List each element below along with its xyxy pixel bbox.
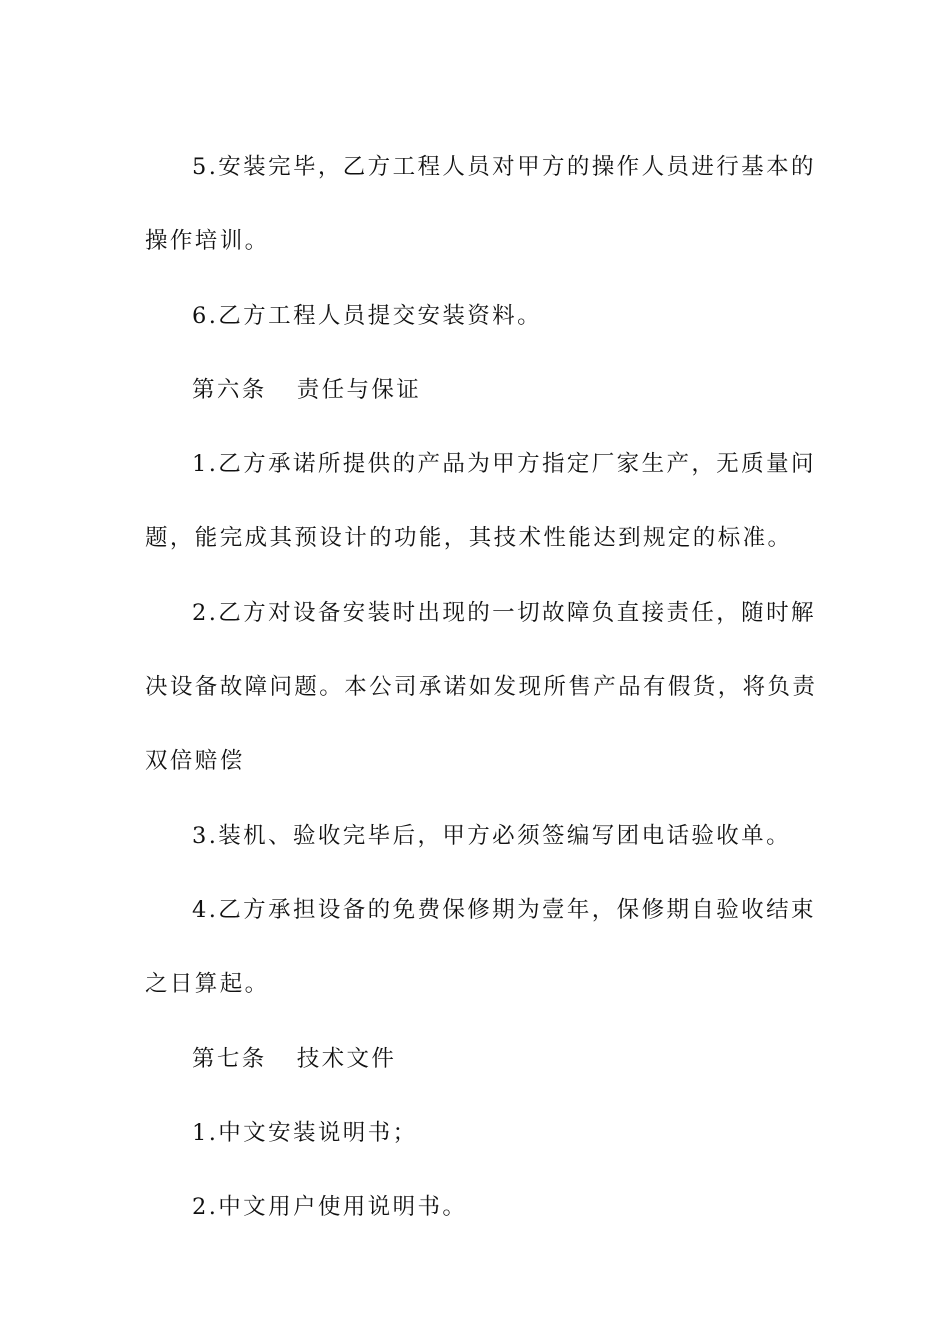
paragraph-line: 4.乙方承担设备的免费保修期为壹年，保修期自验收结束 bbox=[192, 896, 816, 923]
article-number: 第七条 bbox=[192, 1045, 267, 1072]
article-number: 第六条 bbox=[192, 376, 267, 403]
paragraph-line: 题，能完成其预设计的功能，其技术性能达到规定的标准。 bbox=[145, 525, 793, 552]
document-body bbox=[145, 130, 818, 1244]
article-heading bbox=[145, 1022, 805, 1096]
list-item: 1.中文安装说明书； bbox=[192, 1119, 418, 1146]
paragraph-line: 5.安装完毕，乙方工程人员对甲方的操作人员进行基本的 bbox=[192, 154, 816, 180]
paragraph-line: 6.乙方工程人员提交安装资料。 bbox=[192, 302, 542, 329]
paragraph-line: 双倍赔偿 bbox=[145, 748, 245, 775]
paragraph-line: 操作培训。 bbox=[145, 228, 270, 255]
paragraph-line: 2.乙方对设备安装时出现的一切故障负直接责任，随时解 bbox=[192, 599, 816, 626]
article-title: 技术文件 bbox=[296, 1045, 397, 1072]
paragraph-line: 之日算起。 bbox=[145, 971, 270, 998]
paragraph-line: 1.乙方承诺所提供的产品为甲方指定厂家生产，无质量问 bbox=[192, 451, 816, 478]
article-heading bbox=[145, 353, 805, 427]
paragraph-line: 决设备故障问题。本公司承诺如发现所售产品有假货，将负责 bbox=[145, 674, 818, 701]
article-title: 责任与保证 bbox=[296, 376, 422, 403]
list-item: 2.中文用户使用说明书。 bbox=[192, 1194, 468, 1221]
paragraph-line: 3.装机、验收完毕后，甲方必须签编写团电话验收单。 bbox=[192, 822, 791, 849]
